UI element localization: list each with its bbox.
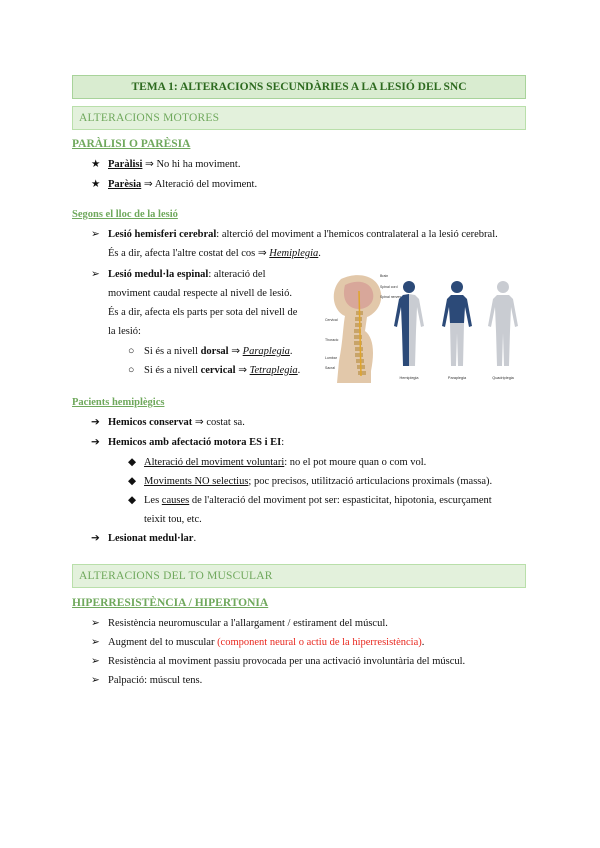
- figure-caption: Paraplegia: [447, 376, 467, 380]
- diamond-bullet-icon: ◆: [128, 457, 137, 468]
- subheading-pacients: Pacients hemiplègics: [72, 397, 165, 408]
- arrow-right-icon: ➔: [91, 533, 100, 544]
- subheading-paralisi: PARÀLISI O PARÈSIA: [72, 138, 191, 150]
- subheading-hiperresistencia: HIPERRESISTÈNCIA / HIPERTONIA: [72, 597, 269, 609]
- list-item-text: Hemicos conservat ⇒ costat sa.: [108, 417, 245, 428]
- figure-caption: Hemiplegia: [399, 376, 419, 380]
- arrow-bullet-icon: ➢: [91, 637, 100, 648]
- list-item-text: Lesió hemisferi cerebral: alterció del moviment a l'hemicos contralateral a la lesió cerebral.: [108, 229, 498, 240]
- arrow-bullet-icon: ➢: [91, 618, 100, 629]
- list-item-text: Resistència neuromuscular a l'allargament / estirament del múscul.: [108, 618, 388, 629]
- diamond-bullet-icon: ◆: [128, 495, 137, 506]
- spine-illustration: [334, 275, 382, 383]
- spine-label: Thoracic: [325, 338, 339, 342]
- list-item-text: És a dir, afecta els parts per sota del nivell de: [108, 307, 298, 318]
- list-item-text: Augment del to muscular (component neural o actiu de la hiperresistència).: [108, 637, 425, 648]
- list-item-text: Parèsia ⇒ Alteració del moviment.: [108, 179, 258, 190]
- list-item-text: teixit tou, etc.: [144, 514, 202, 525]
- diamond-bullet-icon: ◆: [128, 476, 137, 487]
- list-item: [91, 158, 100, 172]
- star-icon: ★: [91, 179, 101, 190]
- list-item-text: Lesió medul·la espinal: alteració del: [108, 269, 266, 280]
- list-item-text: Paràlisi ⇒ No hi ha moviment.: [108, 159, 241, 170]
- arrow-bullet-icon: ➢: [91, 656, 100, 667]
- spine-label: Spinal cord: [380, 285, 398, 289]
- figure-caption: Quadriplegia: [492, 376, 514, 380]
- list-item-text: És a dir, afecta l'altre costat del cos ⇒ Hemiplegia.: [108, 248, 321, 259]
- spinal-injury-figure: [323, 271, 526, 386]
- list-item-text: Si és a nivell cervical ⇒ Tetraplegia.: [144, 365, 301, 376]
- figure-svg: [323, 271, 526, 386]
- spine-label: Spinal nerves: [380, 295, 402, 299]
- arrow-bullet-icon: ➢: [91, 229, 100, 240]
- quadriplegia-figure: [488, 281, 518, 366]
- list-item-text: moviment caudal respecte al nivell de lesió.: [108, 288, 292, 299]
- list-item: [91, 178, 100, 192]
- spine-label: Brain: [380, 274, 389, 278]
- paraplegia-figure: [442, 281, 472, 366]
- arrow-bullet-icon: ➢: [91, 675, 100, 686]
- circle-bullet-icon: ○: [128, 346, 135, 357]
- section-heading-motores: ALTERACIONS MOTORES: [72, 106, 526, 130]
- list-item-text: Palpació: múscul tens.: [108, 675, 203, 686]
- page-title: TEMA 1: ALTERACIONS SECUNDÀRIES A LA LESIÓ DEL SNC: [72, 75, 526, 99]
- list-item-text: Resistència al moviment passiu provocada per una activació involuntària del múscul.: [108, 656, 466, 667]
- list-item-text: Hemicos amb afectació motora ES i EI:: [108, 437, 285, 448]
- spine-label: Lumbar: [325, 356, 337, 360]
- list-item-text: la lesió:: [108, 326, 141, 337]
- spine-label: Cervical: [325, 318, 338, 322]
- list-item-text: Moviments NO selectius; poc precisos, utilització articulacions proximals (massa).: [144, 476, 493, 487]
- arrow-right-icon: ➔: [91, 417, 100, 428]
- subheading-lloc-lesio: Segons el lloc de la lesió: [72, 209, 178, 220]
- list-item-text: Si és a nivell dorsal ⇒ Paraplegia.: [144, 346, 293, 357]
- list-item-text: Les causes de l'alteració del moviment pot ser: espasticitat, hipotonia, escurçament: [144, 495, 492, 506]
- circle-bullet-icon: ○: [128, 365, 135, 376]
- spine-label: Sacral: [325, 366, 335, 370]
- section-heading-to-muscular: ALTERACIONS DEL TO MUSCULAR: [72, 564, 526, 588]
- hemiplegia-figure: [394, 281, 424, 366]
- arrow-right-icon: ➔: [91, 437, 100, 448]
- list-item-text: Lesionat medul·lar.: [108, 533, 197, 544]
- star-icon: ★: [91, 159, 101, 170]
- list-item-text: Alteració del moviment voluntari: no el pot moure quan o com vol.: [144, 457, 427, 468]
- arrow-bullet-icon: ➢: [91, 269, 100, 280]
